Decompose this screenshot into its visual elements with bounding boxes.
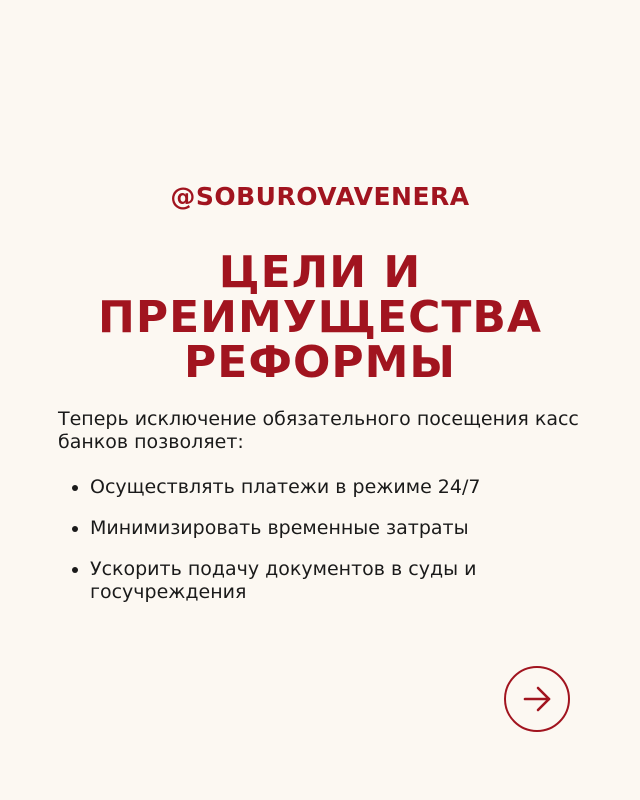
list-item: Ускорить подачу документов в суды и госучреждения (58, 558, 598, 604)
page-title (0, 247, 640, 388)
bullet-list (58, 476, 598, 604)
handle: @SOBUROVAVENERA (170, 182, 470, 211)
next-button[interactable] (504, 666, 570, 732)
title-line: РЕФОРМЫ (184, 337, 456, 388)
list-item: Минимизировать временные затраты (58, 517, 598, 540)
arrow-right-icon (520, 682, 554, 716)
content-block (58, 408, 598, 622)
list-item: Осуществлять платежи в режиме 24/7 (58, 476, 598, 499)
intro-text: Теперь исключение обязательного посещения касс банков позволяет: (58, 408, 579, 453)
title-line: ПРЕИМУЩЕСТВА (98, 292, 542, 343)
title-line: ЦЕЛИ И (218, 247, 422, 298)
